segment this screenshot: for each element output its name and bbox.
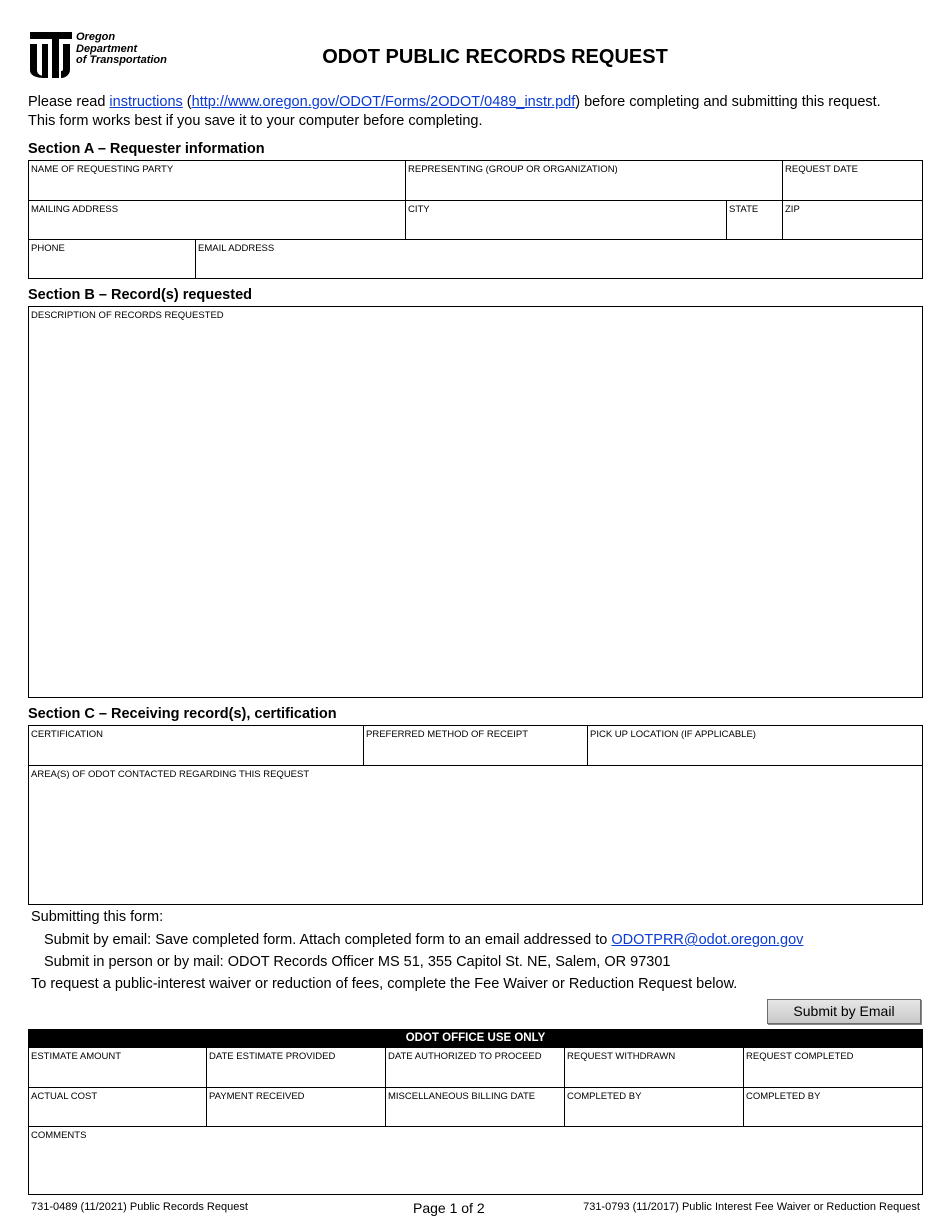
city-field[interactable]	[406, 201, 727, 240]
footer-waiver-form-number: 731-0793 (11/2017) Public Interest Fee Waiver or Reduction Request	[583, 1201, 920, 1213]
state-label: STATE	[729, 204, 759, 215]
zip-label: ZIP	[785, 204, 800, 215]
logo-line-1: Oregon	[76, 31, 116, 43]
logo-line-2: Department	[76, 42, 138, 55]
submit-email-prefix: Submit by email: Save completed form. Attach completed form to an email addressed to	[44, 932, 612, 948]
date-authorized-field[interactable]	[386, 1048, 565, 1088]
logo-line-3: of Transportation	[76, 54, 167, 66]
office-use-header: ODOT OFFICE USE ONLY	[28, 1029, 923, 1047]
section-c-heading: Section C – Receiving record(s), certification	[28, 706, 337, 722]
request-withdrawn-field[interactable]	[565, 1048, 744, 1088]
actual-cost-label: ACTUAL COST	[31, 1091, 98, 1102]
city-label: CITY	[408, 204, 430, 215]
mailing-address-label: MAILING ADDRESS	[31, 204, 119, 215]
representing-label: REPRESENTING (GROUP OR ORGANIZATION)	[408, 164, 618, 175]
email-field[interactable]	[196, 240, 922, 278]
request-date-field[interactable]	[783, 161, 922, 201]
completed-by-field-1[interactable]	[565, 1088, 744, 1127]
description-label: DESCRIPTION OF RECORDS REQUESTED	[31, 310, 224, 321]
date-estimate-provided-label: DATE ESTIMATE PROVIDED	[209, 1051, 336, 1062]
phone-label: PHONE	[31, 243, 65, 254]
date-authorized-label: DATE AUTHORIZED TO PROCEED	[388, 1051, 542, 1062]
pickup-location-field[interactable]	[588, 726, 922, 766]
submitting-heading: Submitting this form:	[31, 909, 164, 925]
instructions-link[interactable]: instructions	[109, 94, 183, 110]
submit-email-line	[44, 929, 803, 951]
comments-label: COMMENTS	[31, 1130, 87, 1141]
completed-by-label-2: COMPLETED BY	[746, 1091, 821, 1102]
phone-field[interactable]	[29, 240, 196, 278]
payment-received-field[interactable]	[207, 1088, 386, 1127]
section-a-heading: Section A – Requester information	[28, 141, 265, 157]
description-field[interactable]	[28, 306, 923, 698]
payment-received-label: PAYMENT RECEIVED	[209, 1091, 305, 1102]
email-label: EMAIL ADDRESS	[198, 243, 275, 254]
section-a-table	[28, 160, 923, 279]
certification-field[interactable]	[29, 726, 364, 766]
areas-contacted-field[interactable]	[29, 766, 922, 904]
certification-label: CERTIFICATION	[31, 729, 103, 740]
request-withdrawn-label: REQUEST WITHDRAWN	[567, 1051, 676, 1062]
intro-prefix: Please read	[28, 94, 110, 110]
fee-waiver-line: To request a public-interest waiver or reduction of fees, complete the Fee Waiver or Reduction Request below.	[31, 976, 738, 992]
mailing-address-field[interactable]	[29, 201, 406, 240]
submit-by-email-button[interactable]: Submit by Email	[767, 999, 921, 1024]
page-title: ODOT PUBLIC RECORDS REQUEST	[322, 46, 668, 68]
state-field[interactable]	[727, 201, 783, 240]
intro-open-paren: (	[182, 94, 192, 110]
odotprr-email-link[interactable]: ODOTPRR@odot.oregon.gov	[611, 932, 804, 948]
footer-form-number: 731-0489 (11/2021) Public Records Request	[31, 1201, 248, 1213]
pickup-location-label: PICK UP LOCATION (IF APPLICABLE)	[590, 729, 756, 740]
section-c-table	[28, 725, 923, 905]
office-use-table	[28, 1047, 923, 1195]
representing-field[interactable]	[406, 161, 783, 201]
request-completed-label: REQUEST COMPLETED	[746, 1051, 854, 1062]
preferred-method-label: PREFERRED METHOD OF RECEIPT	[366, 729, 529, 740]
section-b-heading: Section B – Record(s) requested	[28, 287, 252, 303]
date-estimate-provided-field[interactable]	[207, 1048, 386, 1088]
completed-by-field-2[interactable]	[744, 1088, 922, 1127]
submit-mail-line: Submit in person or by mail: ODOT Records Officer MS 51, 355 Capitol St. NE, Salem, OR 97301	[44, 954, 671, 970]
preferred-method-field[interactable]	[364, 726, 588, 766]
completed-by-label-1: COMPLETED BY	[567, 1091, 642, 1102]
request-completed-field[interactable]	[744, 1048, 922, 1088]
areas-contacted-label: AREA(S) OF ODOT CONTACTED REGARDING THIS REQUEST	[31, 769, 310, 780]
estimate-amount-field[interactable]	[29, 1048, 207, 1088]
name-field[interactable]	[29, 161, 406, 201]
instructions-url-link[interactable]: http://www.oregon.gov/ODOT/Forms/2ODOT/0489_instr.pdf	[191, 94, 576, 110]
estimate-amount-label: ESTIMATE AMOUNT	[31, 1051, 122, 1062]
misc-billing-date-field[interactable]	[386, 1088, 565, 1127]
intro-paragraph	[28, 93, 908, 131]
page-number: Page 1 of 2	[413, 1200, 485, 1216]
comments-field[interactable]	[29, 1127, 922, 1194]
intro-suffix: ) before completing and submitting this request. This form works best if you save it to your computer before completing.	[28, 94, 881, 129]
name-label: NAME OF REQUESTING PARTY	[31, 164, 174, 175]
request-date-label: REQUEST DATE	[785, 164, 859, 175]
zip-field[interactable]	[783, 201, 922, 240]
misc-billing-date-label: MISCELLANEOUS BILLING DATE	[388, 1091, 536, 1102]
actual-cost-field[interactable]	[29, 1088, 207, 1127]
